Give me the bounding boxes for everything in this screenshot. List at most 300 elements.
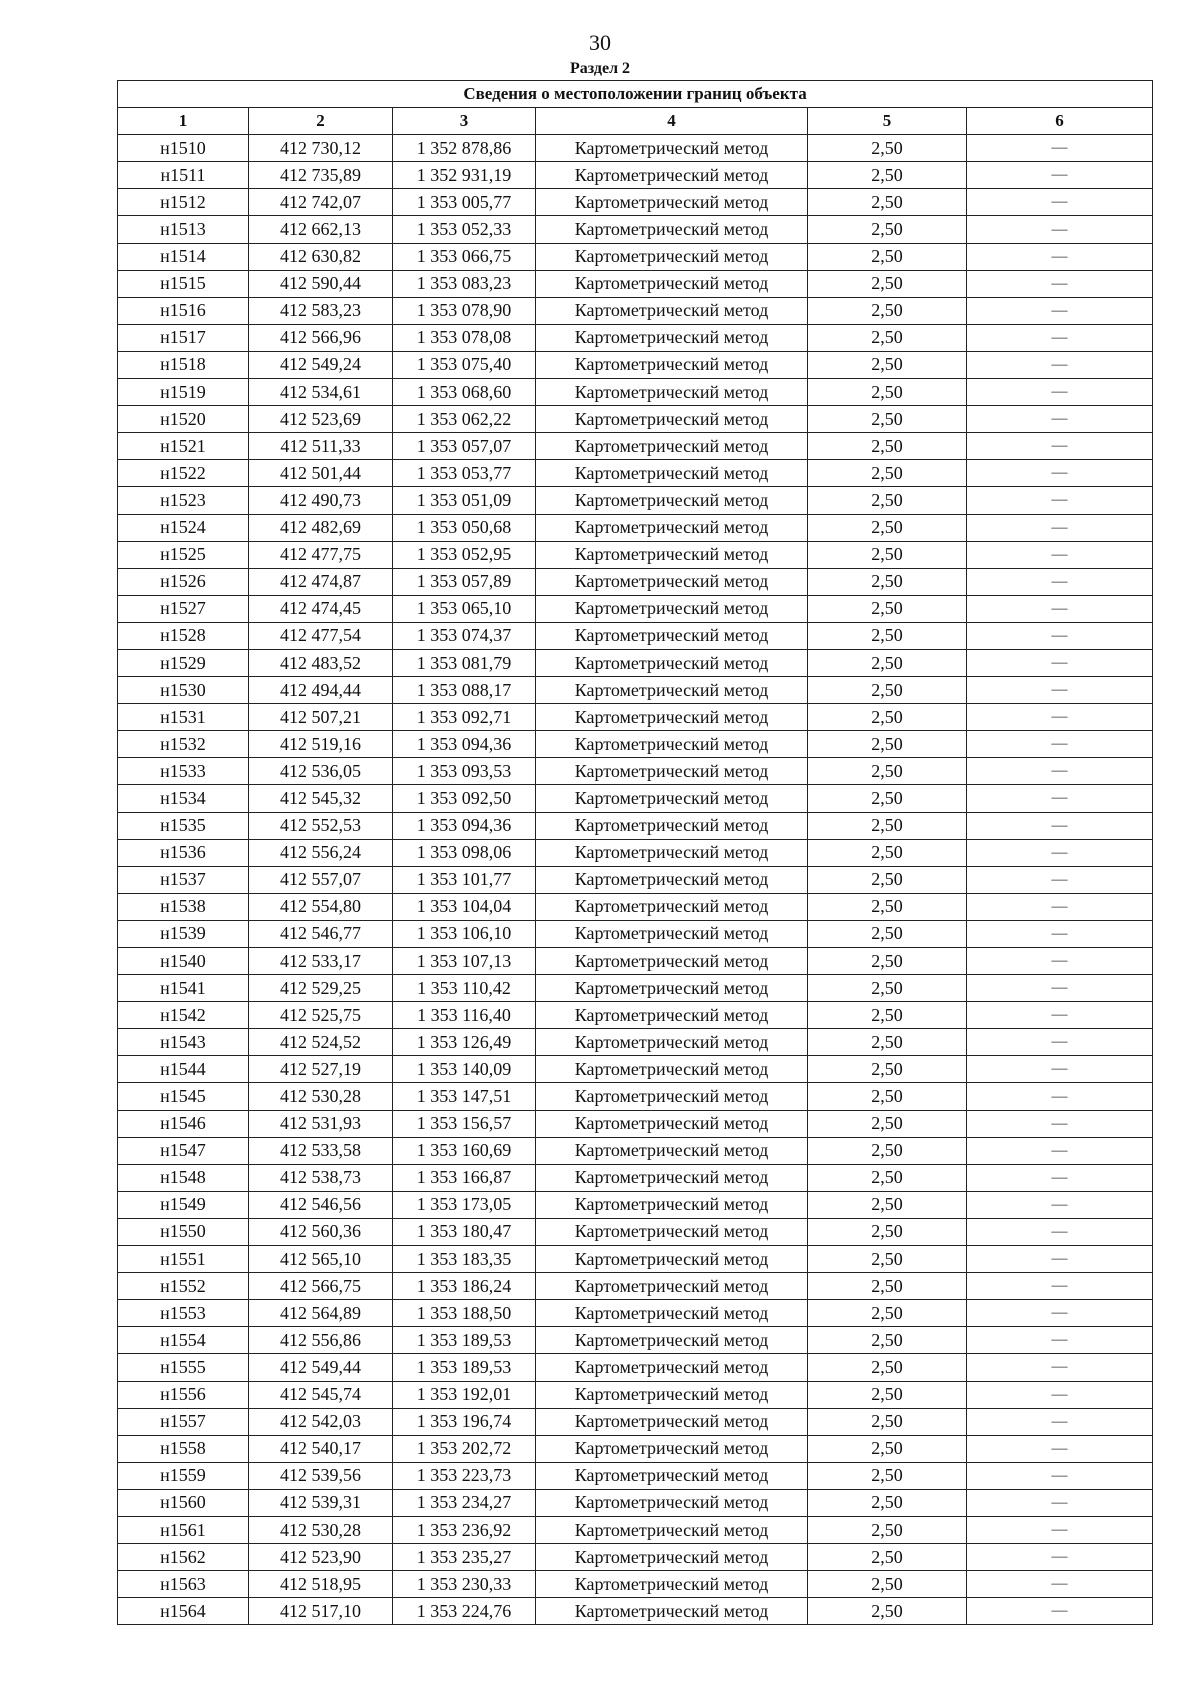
method-cell: Картометрический метод: [536, 270, 808, 297]
y-coordinate-cell: 1 353 094,36: [393, 731, 536, 758]
note-cell: —: [967, 1435, 1153, 1462]
boundary-coordinates-table: [117, 80, 1153, 1625]
x-coordinate-cell: 412 507,21: [249, 704, 393, 731]
method-cell: Картометрический метод: [536, 595, 808, 622]
point-id-cell: н1511: [118, 162, 249, 189]
accuracy-cell: 2,50: [808, 1354, 967, 1381]
table-row: [118, 1029, 1153, 1056]
x-coordinate-cell: 412 531,93: [249, 1110, 393, 1137]
section-title: Раздел 2: [569, 60, 631, 77]
y-coordinate-cell: 1 353 223,73: [393, 1462, 536, 1489]
y-coordinate-cell: 1 353 186,24: [393, 1273, 536, 1300]
method-cell: Картометрический метод: [536, 1408, 808, 1435]
x-coordinate-cell: 412 662,13: [249, 216, 393, 243]
note-cell: —: [967, 351, 1153, 378]
table-row: [118, 1056, 1153, 1083]
note-cell: —: [967, 975, 1153, 1002]
method-cell: Картометрический метод: [536, 1571, 808, 1598]
accuracy-cell: 2,50: [808, 1110, 967, 1137]
accuracy-cell: 2,50: [808, 866, 967, 893]
table-row: [118, 948, 1153, 975]
y-coordinate-cell: 1 353 235,27: [393, 1544, 536, 1571]
table-row: [118, 1164, 1153, 1191]
y-coordinate-cell: 1 353 005,77: [393, 189, 536, 216]
note-cell: —: [967, 758, 1153, 785]
point-id-cell: н1533: [118, 758, 249, 785]
accuracy-cell: 2,50: [808, 1462, 967, 1489]
note-cell: —: [967, 433, 1153, 460]
point-id-cell: н1543: [118, 1029, 249, 1056]
y-coordinate-cell: 1 353 104,04: [393, 893, 536, 920]
note-cell: —: [967, 1191, 1153, 1218]
x-coordinate-cell: 412 518,95: [249, 1571, 393, 1598]
note-cell: —: [967, 1273, 1153, 1300]
method-cell: Картометрический метод: [536, 1056, 808, 1083]
table-row: [118, 1489, 1153, 1516]
column-number: 3: [393, 108, 536, 135]
accuracy-cell: 2,50: [808, 1544, 967, 1571]
accuracy-cell: 2,50: [808, 649, 967, 676]
accuracy-cell: 2,50: [808, 1164, 967, 1191]
x-coordinate-cell: 412 730,12: [249, 135, 393, 162]
y-coordinate-cell: 1 353 189,53: [393, 1327, 536, 1354]
accuracy-cell: 2,50: [808, 189, 967, 216]
x-coordinate-cell: 412 539,31: [249, 1489, 393, 1516]
table-row: [118, 1571, 1153, 1598]
y-coordinate-cell: 1 353 098,06: [393, 839, 536, 866]
x-coordinate-cell: 412 554,80: [249, 893, 393, 920]
accuracy-cell: 2,50: [808, 812, 967, 839]
accuracy-cell: 2,50: [808, 677, 967, 704]
method-cell: Картометрический метод: [536, 1435, 808, 1462]
x-coordinate-cell: 412 539,56: [249, 1462, 393, 1489]
note-cell: —: [967, 460, 1153, 487]
method-cell: Картометрический метод: [536, 812, 808, 839]
point-id-cell: н1524: [118, 514, 249, 541]
accuracy-cell: 2,50: [808, 297, 967, 324]
accuracy-cell: 2,50: [808, 975, 967, 1002]
y-coordinate-cell: 1 353 236,92: [393, 1516, 536, 1543]
y-coordinate-cell: 1 353 180,47: [393, 1218, 536, 1245]
accuracy-cell: 2,50: [808, 1056, 967, 1083]
point-id-cell: н1519: [118, 379, 249, 406]
y-coordinate-cell: 1 353 202,72: [393, 1435, 536, 1462]
x-coordinate-cell: 412 494,44: [249, 677, 393, 704]
note-cell: —: [967, 216, 1153, 243]
y-coordinate-cell: 1 353 075,40: [393, 351, 536, 378]
accuracy-cell: 2,50: [808, 1002, 967, 1029]
accuracy-cell: 2,50: [808, 1571, 967, 1598]
method-cell: Картометрический метод: [536, 243, 808, 270]
table-row: [118, 1246, 1153, 1273]
note-cell: —: [967, 135, 1153, 162]
point-id-cell: н1520: [118, 406, 249, 433]
note-cell: —: [967, 1164, 1153, 1191]
accuracy-cell: 2,50: [808, 379, 967, 406]
y-coordinate-cell: 1 353 192,01: [393, 1381, 536, 1408]
note-cell: —: [967, 595, 1153, 622]
accuracy-cell: 2,50: [808, 1300, 967, 1327]
point-id-cell: н1537: [118, 866, 249, 893]
note-cell: —: [967, 243, 1153, 270]
method-cell: Картометрический метод: [536, 324, 808, 351]
method-cell: Картометрический метод: [536, 135, 808, 162]
x-coordinate-cell: 412 536,05: [249, 758, 393, 785]
note-cell: —: [967, 514, 1153, 541]
x-coordinate-cell: 412 534,61: [249, 379, 393, 406]
method-cell: Картометрический метод: [536, 948, 808, 975]
x-coordinate-cell: 412 527,19: [249, 1056, 393, 1083]
accuracy-cell: 2,50: [808, 1381, 967, 1408]
x-coordinate-cell: 412 529,25: [249, 975, 393, 1002]
table-row: [118, 1516, 1153, 1543]
y-coordinate-cell: 1 353 092,71: [393, 704, 536, 731]
point-id-cell: н1528: [118, 622, 249, 649]
method-cell: Картометрический метод: [536, 1273, 808, 1300]
table-row: [118, 704, 1153, 731]
table-row: [118, 1354, 1153, 1381]
method-cell: Картометрический метод: [536, 541, 808, 568]
method-cell: Картометрический метод: [536, 622, 808, 649]
method-cell: Картометрический метод: [536, 649, 808, 676]
y-coordinate-cell: 1 353 126,49: [393, 1029, 536, 1056]
x-coordinate-cell: 412 511,33: [249, 433, 393, 460]
table-row: [118, 1544, 1153, 1571]
x-coordinate-cell: 412 565,10: [249, 1246, 393, 1273]
table-row: [118, 975, 1153, 1002]
method-cell: Картометрический метод: [536, 1191, 808, 1218]
note-cell: —: [967, 1462, 1153, 1489]
x-coordinate-cell: 412 474,87: [249, 568, 393, 595]
point-id-cell: н1542: [118, 1002, 249, 1029]
point-id-cell: н1561: [118, 1516, 249, 1543]
x-coordinate-cell: 412 564,89: [249, 1300, 393, 1327]
table-row: [118, 1083, 1153, 1110]
y-coordinate-cell: 1 353 050,68: [393, 514, 536, 541]
y-coordinate-cell: 1 353 106,10: [393, 920, 536, 947]
method-cell: Картометрический метод: [536, 460, 808, 487]
accuracy-cell: 2,50: [808, 1327, 967, 1354]
method-cell: Картометрический метод: [536, 1218, 808, 1245]
x-coordinate-cell: 412 533,17: [249, 948, 393, 975]
method-cell: Картометрический метод: [536, 839, 808, 866]
method-cell: Картометрический метод: [536, 1110, 808, 1137]
x-coordinate-cell: 412 546,77: [249, 920, 393, 947]
note-cell: —: [967, 568, 1153, 595]
accuracy-cell: 2,50: [808, 135, 967, 162]
note-cell: —: [967, 731, 1153, 758]
table-row: [118, 1191, 1153, 1218]
point-id-cell: н1548: [118, 1164, 249, 1191]
y-coordinate-cell: 1 353 196,74: [393, 1408, 536, 1435]
point-id-cell: н1560: [118, 1489, 249, 1516]
table-body: [118, 135, 1153, 1625]
point-id-cell: н1513: [118, 216, 249, 243]
method-cell: Картометрический метод: [536, 351, 808, 378]
note-cell: —: [967, 893, 1153, 920]
table-row: [118, 297, 1153, 324]
note-cell: —: [967, 1381, 1153, 1408]
note-cell: —: [967, 704, 1153, 731]
x-coordinate-cell: 412 566,75: [249, 1273, 393, 1300]
accuracy-cell: 2,50: [808, 731, 967, 758]
table-row: [118, 216, 1153, 243]
table-row: [118, 243, 1153, 270]
y-coordinate-cell: 1 353 066,75: [393, 243, 536, 270]
method-cell: Картометрический метод: [536, 1327, 808, 1354]
x-coordinate-cell: 412 519,16: [249, 731, 393, 758]
table-row: [118, 406, 1153, 433]
accuracy-cell: 2,50: [808, 216, 967, 243]
y-coordinate-cell: 1 353 057,89: [393, 568, 536, 595]
x-coordinate-cell: 412 523,69: [249, 406, 393, 433]
x-coordinate-cell: 412 552,53: [249, 812, 393, 839]
point-id-cell: н1516: [118, 297, 249, 324]
y-coordinate-cell: 1 353 052,95: [393, 541, 536, 568]
y-coordinate-cell: 1 353 166,87: [393, 1164, 536, 1191]
note-cell: —: [967, 1354, 1153, 1381]
y-coordinate-cell: 1 353 183,35: [393, 1246, 536, 1273]
x-coordinate-cell: 412 474,45: [249, 595, 393, 622]
method-cell: Картометрический метод: [536, 920, 808, 947]
table-row: [118, 1598, 1153, 1625]
point-id-cell: н1532: [118, 731, 249, 758]
y-coordinate-cell: 1 353 051,09: [393, 487, 536, 514]
method-cell: Картометрический метод: [536, 1164, 808, 1191]
method-cell: Картометрический метод: [536, 1083, 808, 1110]
point-id-cell: н1538: [118, 893, 249, 920]
method-cell: Картометрический метод: [536, 514, 808, 541]
method-cell: Картометрический метод: [536, 677, 808, 704]
y-coordinate-cell: 1 353 052,33: [393, 216, 536, 243]
x-coordinate-cell: 412 517,10: [249, 1598, 393, 1625]
accuracy-cell: 2,50: [808, 270, 967, 297]
y-coordinate-cell: 1 353 092,50: [393, 785, 536, 812]
point-id-cell: н1529: [118, 649, 249, 676]
y-coordinate-cell: 1 353 062,22: [393, 406, 536, 433]
table-caption-row: [118, 81, 1153, 108]
note-cell: —: [967, 1029, 1153, 1056]
x-coordinate-cell: 412 523,90: [249, 1544, 393, 1571]
point-id-cell: н1564: [118, 1598, 249, 1625]
accuracy-cell: 2,50: [808, 406, 967, 433]
table-row: [118, 1273, 1153, 1300]
note-cell: —: [967, 379, 1153, 406]
x-coordinate-cell: 412 549,24: [249, 351, 393, 378]
note-cell: —: [967, 812, 1153, 839]
x-coordinate-cell: 412 557,07: [249, 866, 393, 893]
accuracy-cell: 2,50: [808, 595, 967, 622]
point-id-cell: н1557: [118, 1408, 249, 1435]
y-coordinate-cell: 1 353 078,08: [393, 324, 536, 351]
accuracy-cell: 2,50: [808, 568, 967, 595]
x-coordinate-cell: 412 540,17: [249, 1435, 393, 1462]
note-cell: —: [967, 406, 1153, 433]
point-id-cell: н1547: [118, 1137, 249, 1164]
column-number: 2: [249, 108, 393, 135]
point-id-cell: н1539: [118, 920, 249, 947]
x-coordinate-cell: 412 735,89: [249, 162, 393, 189]
point-id-cell: н1526: [118, 568, 249, 595]
point-id-cell: н1521: [118, 433, 249, 460]
point-id-cell: н1536: [118, 839, 249, 866]
point-id-cell: н1558: [118, 1435, 249, 1462]
table-row: [118, 351, 1153, 378]
note-cell: —: [967, 622, 1153, 649]
method-cell: Картометрический метод: [536, 487, 808, 514]
table-row: [118, 324, 1153, 351]
x-coordinate-cell: 412 546,56: [249, 1191, 393, 1218]
table-row: [118, 487, 1153, 514]
point-id-cell: н1540: [118, 948, 249, 975]
accuracy-cell: 2,50: [808, 541, 967, 568]
point-id-cell: н1562: [118, 1544, 249, 1571]
y-coordinate-cell: 1 353 053,77: [393, 460, 536, 487]
accuracy-cell: 2,50: [808, 704, 967, 731]
point-id-cell: н1549: [118, 1191, 249, 1218]
method-cell: Картометрический метод: [536, 297, 808, 324]
point-id-cell: н1559: [118, 1462, 249, 1489]
accuracy-cell: 2,50: [808, 785, 967, 812]
y-coordinate-cell: 1 353 189,53: [393, 1354, 536, 1381]
method-cell: Картометрический метод: [536, 406, 808, 433]
note-cell: —: [967, 866, 1153, 893]
accuracy-cell: 2,50: [808, 433, 967, 460]
method-cell: Картометрический метод: [536, 1002, 808, 1029]
method-cell: Картометрический метод: [536, 1544, 808, 1571]
note-cell: —: [967, 1489, 1153, 1516]
y-coordinate-cell: 1 353 094,36: [393, 812, 536, 839]
table-row: [118, 1002, 1153, 1029]
note-cell: —: [967, 1110, 1153, 1137]
point-id-cell: н1551: [118, 1246, 249, 1273]
table-row: [118, 1381, 1153, 1408]
point-id-cell: н1541: [118, 975, 249, 1002]
table-row: [118, 595, 1153, 622]
note-cell: —: [967, 324, 1153, 351]
x-coordinate-cell: 412 482,69: [249, 514, 393, 541]
y-coordinate-cell: 1 353 147,51: [393, 1083, 536, 1110]
method-cell: Картометрический метод: [536, 1462, 808, 1489]
column-number: 4: [536, 108, 808, 135]
note-cell: —: [967, 920, 1153, 947]
y-coordinate-cell: 1 353 116,40: [393, 1002, 536, 1029]
table-row: [118, 677, 1153, 704]
method-cell: Картометрический метод: [536, 704, 808, 731]
method-cell: Картометрический метод: [536, 785, 808, 812]
table-row: [118, 785, 1153, 812]
table-row: [118, 1408, 1153, 1435]
y-coordinate-cell: 1 353 107,13: [393, 948, 536, 975]
y-coordinate-cell: 1 352 931,19: [393, 162, 536, 189]
y-coordinate-cell: 1 353 081,79: [393, 649, 536, 676]
method-cell: Картометрический метод: [536, 1598, 808, 1625]
column-number: 6: [967, 108, 1153, 135]
table-row: [118, 460, 1153, 487]
note-cell: —: [967, 541, 1153, 568]
method-cell: Картометрический метод: [536, 216, 808, 243]
y-coordinate-cell: 1 353 110,42: [393, 975, 536, 1002]
note-cell: —: [967, 649, 1153, 676]
accuracy-cell: 2,50: [808, 243, 967, 270]
method-cell: Картометрический метод: [536, 975, 808, 1002]
accuracy-cell: 2,50: [808, 1029, 967, 1056]
accuracy-cell: 2,50: [808, 1273, 967, 1300]
table-row: [118, 162, 1153, 189]
note-cell: —: [967, 1516, 1153, 1543]
x-coordinate-cell: 412 560,36: [249, 1218, 393, 1245]
accuracy-cell: 2,50: [808, 1435, 967, 1462]
method-cell: Картометрический метод: [536, 1354, 808, 1381]
table-row: [118, 920, 1153, 947]
table-row: [118, 731, 1153, 758]
accuracy-cell: 2,50: [808, 622, 967, 649]
accuracy-cell: 2,50: [808, 893, 967, 920]
accuracy-cell: 2,50: [808, 1191, 967, 1218]
note-cell: —: [967, 1218, 1153, 1245]
point-id-cell: н1522: [118, 460, 249, 487]
method-cell: Картометрический метод: [536, 1029, 808, 1056]
page-number: 30: [589, 30, 611, 55]
accuracy-cell: 2,50: [808, 487, 967, 514]
x-coordinate-cell: 412 533,58: [249, 1137, 393, 1164]
y-coordinate-cell: 1 353 078,90: [393, 297, 536, 324]
method-cell: Картометрический метод: [536, 1137, 808, 1164]
table-row: [118, 839, 1153, 866]
point-id-cell: н1545: [118, 1083, 249, 1110]
table-row: [118, 1137, 1153, 1164]
x-coordinate-cell: 412 566,96: [249, 324, 393, 351]
method-cell: Картометрический метод: [536, 568, 808, 595]
note-cell: —: [967, 677, 1153, 704]
table-row: [118, 189, 1153, 216]
point-id-cell: н1544: [118, 1056, 249, 1083]
x-coordinate-cell: 412 742,07: [249, 189, 393, 216]
note-cell: —: [967, 487, 1153, 514]
method-cell: Картометрический метод: [536, 1381, 808, 1408]
accuracy-cell: 2,50: [808, 1083, 967, 1110]
note-cell: —: [967, 297, 1153, 324]
accuracy-cell: 2,50: [808, 162, 967, 189]
y-coordinate-cell: 1 353 173,05: [393, 1191, 536, 1218]
note-cell: —: [967, 948, 1153, 975]
x-coordinate-cell: 412 542,03: [249, 1408, 393, 1435]
accuracy-cell: 2,50: [808, 758, 967, 785]
note-cell: —: [967, 1137, 1153, 1164]
point-id-cell: н1563: [118, 1571, 249, 1598]
y-coordinate-cell: 1 353 224,76: [393, 1598, 536, 1625]
point-id-cell: н1535: [118, 812, 249, 839]
x-coordinate-cell: 412 556,24: [249, 839, 393, 866]
x-coordinate-cell: 412 549,44: [249, 1354, 393, 1381]
x-coordinate-cell: 412 556,86: [249, 1327, 393, 1354]
column-number: 1: [118, 108, 249, 135]
table-row: [118, 622, 1153, 649]
y-coordinate-cell: 1 353 093,53: [393, 758, 536, 785]
table-caption: Сведения о местоположении границ объекта: [118, 81, 1153, 108]
accuracy-cell: 2,50: [808, 1516, 967, 1543]
table-row: [118, 649, 1153, 676]
note-cell: —: [967, 785, 1153, 812]
point-id-cell: н1530: [118, 677, 249, 704]
point-id-cell: н1518: [118, 351, 249, 378]
y-coordinate-cell: 1 353 160,69: [393, 1137, 536, 1164]
method-cell: Картометрический метод: [536, 1516, 808, 1543]
x-coordinate-cell: 412 630,82: [249, 243, 393, 270]
accuracy-cell: 2,50: [808, 920, 967, 947]
y-coordinate-cell: 1 353 234,27: [393, 1489, 536, 1516]
note-cell: —: [967, 1002, 1153, 1029]
